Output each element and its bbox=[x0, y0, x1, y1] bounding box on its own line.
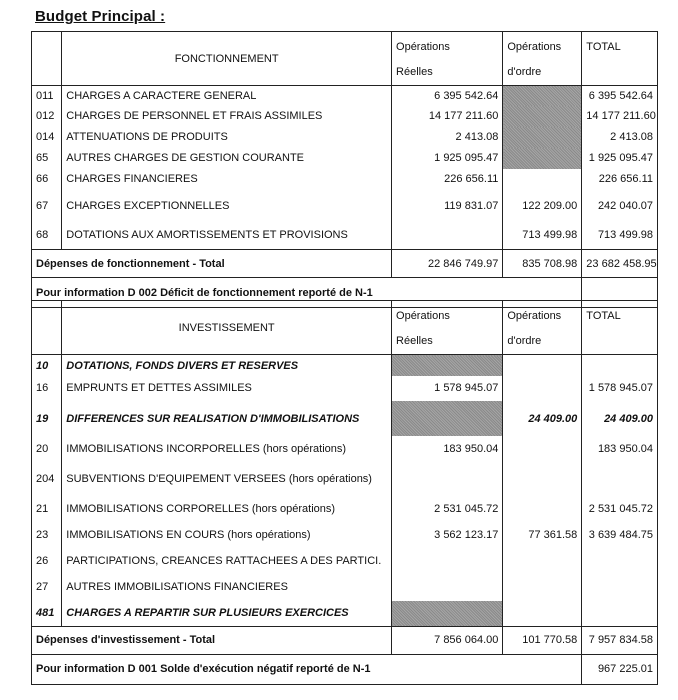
row-total: 713 499.98 bbox=[582, 222, 658, 250]
investissement-total-label: Dépenses d'investissement - Total bbox=[32, 626, 392, 654]
fonctionnement-row-011 bbox=[32, 86, 658, 106]
row-reelles: 119 831.07 bbox=[392, 190, 503, 222]
row-label: DOTATIONS, FONDS DIVERS ET RESERVES bbox=[62, 355, 392, 376]
row-label: CHARGES A REPARTIR SUR PLUSIEURS EXERCICES bbox=[62, 601, 392, 626]
row-reelles: 1 578 945.07 bbox=[392, 376, 503, 401]
investissement-info-value: 967 225.01 bbox=[582, 654, 658, 684]
row-total bbox=[582, 355, 658, 376]
row-ordre bbox=[503, 106, 582, 127]
investissement-row-27 bbox=[32, 573, 658, 601]
investissement-total-total: 7 957 834.58 bbox=[582, 626, 658, 654]
investissement-total-ordre: 101 770.58 bbox=[503, 626, 582, 654]
row-ordre bbox=[503, 573, 582, 601]
row-ordre bbox=[503, 127, 582, 148]
row-ordre bbox=[503, 355, 582, 376]
investissement-row-204 bbox=[32, 461, 658, 496]
row-total: 226 656.11 bbox=[582, 169, 658, 190]
investissement-row-21 bbox=[32, 496, 658, 521]
row-reelles: 3 562 123.17 bbox=[392, 522, 503, 549]
row-ordre bbox=[503, 601, 582, 626]
row-code: 011 bbox=[36, 89, 54, 102]
row-total: 242 040.07 bbox=[582, 190, 658, 222]
investissement-total-row bbox=[32, 626, 658, 654]
investissement-row-23 bbox=[32, 522, 658, 549]
col-header-reelles-line2: Réelles bbox=[396, 335, 433, 347]
investissement-row-20 bbox=[32, 436, 658, 461]
row-ordre bbox=[503, 461, 582, 496]
fonctionnement-header-row bbox=[32, 32, 658, 86]
row-code: 21 bbox=[36, 503, 49, 516]
row-total bbox=[582, 461, 658, 496]
row-ordre bbox=[503, 549, 582, 573]
row-code: 27 bbox=[36, 580, 49, 593]
col-header-ordre-line1: Opérations bbox=[507, 310, 562, 322]
row-label: IMMOBILISATIONS CORPORELLES (hors opérations) bbox=[62, 496, 392, 521]
row-code: 204 bbox=[36, 472, 55, 485]
row-label: CHARGES FINANCIERES bbox=[62, 169, 392, 190]
row-total: 2 531 045.72 bbox=[582, 496, 658, 521]
row-code: 67 bbox=[36, 199, 49, 212]
row-total: 1 578 945.07 bbox=[582, 376, 658, 401]
row-label: SUBVENTIONS D'EQUIPEMENT VERSEES (hors opérations) bbox=[62, 461, 392, 496]
row-reelles bbox=[392, 573, 503, 601]
row-label: DOTATIONS AUX AMORTISSEMENTS ET PROVISIONS bbox=[62, 222, 392, 250]
row-code: 65 bbox=[36, 152, 49, 164]
row-code: 481 bbox=[36, 607, 55, 620]
row-reelles bbox=[392, 355, 503, 376]
document-title: Budget Principal : bbox=[35, 8, 166, 25]
fonctionnement-row-012 bbox=[32, 106, 658, 127]
row-code: 23 bbox=[36, 529, 49, 542]
investissement-row-19 bbox=[32, 401, 658, 436]
row-code: 66 bbox=[36, 173, 49, 185]
col-header-reelles-line1: Opérations bbox=[396, 41, 450, 53]
row-label: DIFFERENCES SUR REALISATION D'IMMOBILISATIONS bbox=[62, 401, 392, 436]
col-header-ordre-line1: Opérations bbox=[507, 41, 562, 53]
row-reelles bbox=[392, 601, 503, 626]
col-header-reelles-line2: Réelles bbox=[396, 66, 433, 78]
col-header-total: TOTAL bbox=[582, 32, 658, 86]
row-reelles bbox=[392, 549, 503, 573]
row-ordre: 77 361.58 bbox=[503, 522, 582, 549]
row-code: 012 bbox=[36, 110, 55, 122]
row-reelles: 226 656.11 bbox=[392, 169, 503, 190]
row-total: 2 413.08 bbox=[582, 127, 658, 148]
row-reelles: 2 413.08 bbox=[392, 127, 503, 148]
row-total: 24 409.00 bbox=[582, 401, 658, 436]
investissement-info-row bbox=[32, 654, 658, 684]
fonctionnement-section-label: FONCTIONNEMENT bbox=[62, 32, 392, 86]
fonctionnement-row-65 bbox=[32, 148, 658, 169]
col-header-ordre bbox=[503, 301, 582, 355]
row-ordre: 122 209.00 bbox=[503, 190, 582, 222]
col-header-reelles-line1: Opérations bbox=[396, 310, 450, 322]
row-ordre bbox=[503, 496, 582, 521]
row-total: 183 950.04 bbox=[582, 436, 658, 461]
row-reelles: 183 950.04 bbox=[392, 436, 503, 461]
row-total: 1 925 095.47 bbox=[582, 148, 658, 169]
col-header-ordre bbox=[503, 32, 582, 86]
row-reelles: 14 177 211.60 bbox=[392, 106, 503, 127]
row-label: IMMOBILISATIONS INCORPORELLES (hors opérations) bbox=[62, 436, 392, 461]
row-label: CHARGES EXCEPTIONNELLES bbox=[62, 190, 392, 222]
fonctionnement-row-014 bbox=[32, 127, 658, 148]
fonctionnement-row-67 bbox=[32, 190, 658, 222]
fonctionnement-row-68 bbox=[32, 222, 658, 250]
header-code-cell bbox=[32, 301, 62, 355]
header-code-cell bbox=[32, 32, 62, 86]
row-total: 3 639 484.75 bbox=[582, 522, 658, 549]
col-header-ordre-line2: d'ordre bbox=[507, 335, 542, 347]
row-label: IMMOBILISATIONS EN COURS (hors opérations) bbox=[62, 522, 392, 549]
fonctionnement-row-66 bbox=[32, 169, 658, 190]
row-reelles bbox=[392, 401, 503, 436]
row-ordre: 24 409.00 bbox=[503, 401, 582, 436]
row-reelles: 2 531 045.72 bbox=[392, 496, 503, 521]
row-code: 014 bbox=[36, 131, 55, 143]
row-total bbox=[582, 573, 658, 601]
row-label: AUTRES CHARGES DE GESTION COURANTE bbox=[62, 148, 392, 169]
row-total bbox=[582, 601, 658, 626]
row-label: ATTENUATIONS DE PRODUITS bbox=[62, 127, 392, 148]
row-code: 68 bbox=[36, 229, 49, 242]
fonctionnement-total-ordre: 835 708.98 bbox=[503, 250, 582, 278]
row-reelles bbox=[392, 461, 503, 496]
row-total: 6 395 542.64 bbox=[582, 86, 658, 106]
row-reelles: 1 925 095.47 bbox=[392, 148, 503, 169]
row-reelles bbox=[392, 222, 503, 250]
row-code: 16 bbox=[36, 382, 49, 395]
row-ordre bbox=[503, 376, 582, 401]
row-label: AUTRES IMMOBILISATIONS FINANCIERES bbox=[62, 573, 392, 601]
investissement-info-label: Pour information D 001 Solde d'exécution négatif reporté de N-1 bbox=[32, 654, 582, 684]
row-ordre bbox=[503, 169, 582, 190]
row-ordre bbox=[503, 86, 582, 106]
fonctionnement-total-label: Dépenses de fonctionnement - Total bbox=[32, 250, 392, 278]
investissement-row-10 bbox=[32, 355, 658, 376]
row-ordre bbox=[503, 436, 582, 461]
investissement-header-row bbox=[32, 301, 658, 355]
row-label: CHARGES A CARACTERE GENERAL bbox=[62, 86, 392, 106]
fonctionnement-total-total: 23 682 458.95 bbox=[582, 250, 658, 278]
investissement-section-label: INVESTISSEMENT bbox=[62, 301, 392, 355]
investissement-table bbox=[31, 300, 658, 685]
row-ordre bbox=[503, 148, 582, 169]
row-label: CHARGES DE PERSONNEL ET FRAIS ASSIMILES bbox=[62, 106, 392, 127]
col-header-total: TOTAL bbox=[582, 301, 658, 355]
fonctionnement-table bbox=[31, 31, 658, 308]
fonctionnement-total-row bbox=[32, 250, 658, 278]
row-reelles: 6 395 542.64 bbox=[392, 86, 503, 106]
col-header-reelles bbox=[392, 301, 503, 355]
col-header-reelles bbox=[392, 32, 503, 86]
investissement-total-reelles: 7 856 064.00 bbox=[392, 626, 503, 654]
fonctionnement-info-label: Pour information D 002 Déficit de fonctionnement reporté de N-1 bbox=[32, 278, 582, 308]
fonctionnement-total-reelles: 22 846 749.97 bbox=[392, 250, 503, 278]
investissement-row-481 bbox=[32, 601, 658, 626]
row-code: 20 bbox=[36, 442, 49, 455]
col-header-ordre-line2: d'ordre bbox=[507, 66, 542, 78]
row-code: 26 bbox=[36, 554, 49, 567]
investissement-row-26 bbox=[32, 549, 658, 573]
row-ordre: 713 499.98 bbox=[503, 222, 582, 250]
row-total: 14 177 211.60 bbox=[582, 106, 658, 127]
investissement-row-16 bbox=[32, 376, 658, 401]
row-label: PARTICIPATIONS, CREANCES RATTACHEES A DES PARTICI. bbox=[62, 549, 392, 573]
row-code: 10 bbox=[36, 359, 49, 372]
row-code: 19 bbox=[36, 412, 49, 425]
row-total bbox=[582, 549, 658, 573]
row-label: EMPRUNTS ET DETTES ASSIMILES bbox=[62, 376, 392, 401]
